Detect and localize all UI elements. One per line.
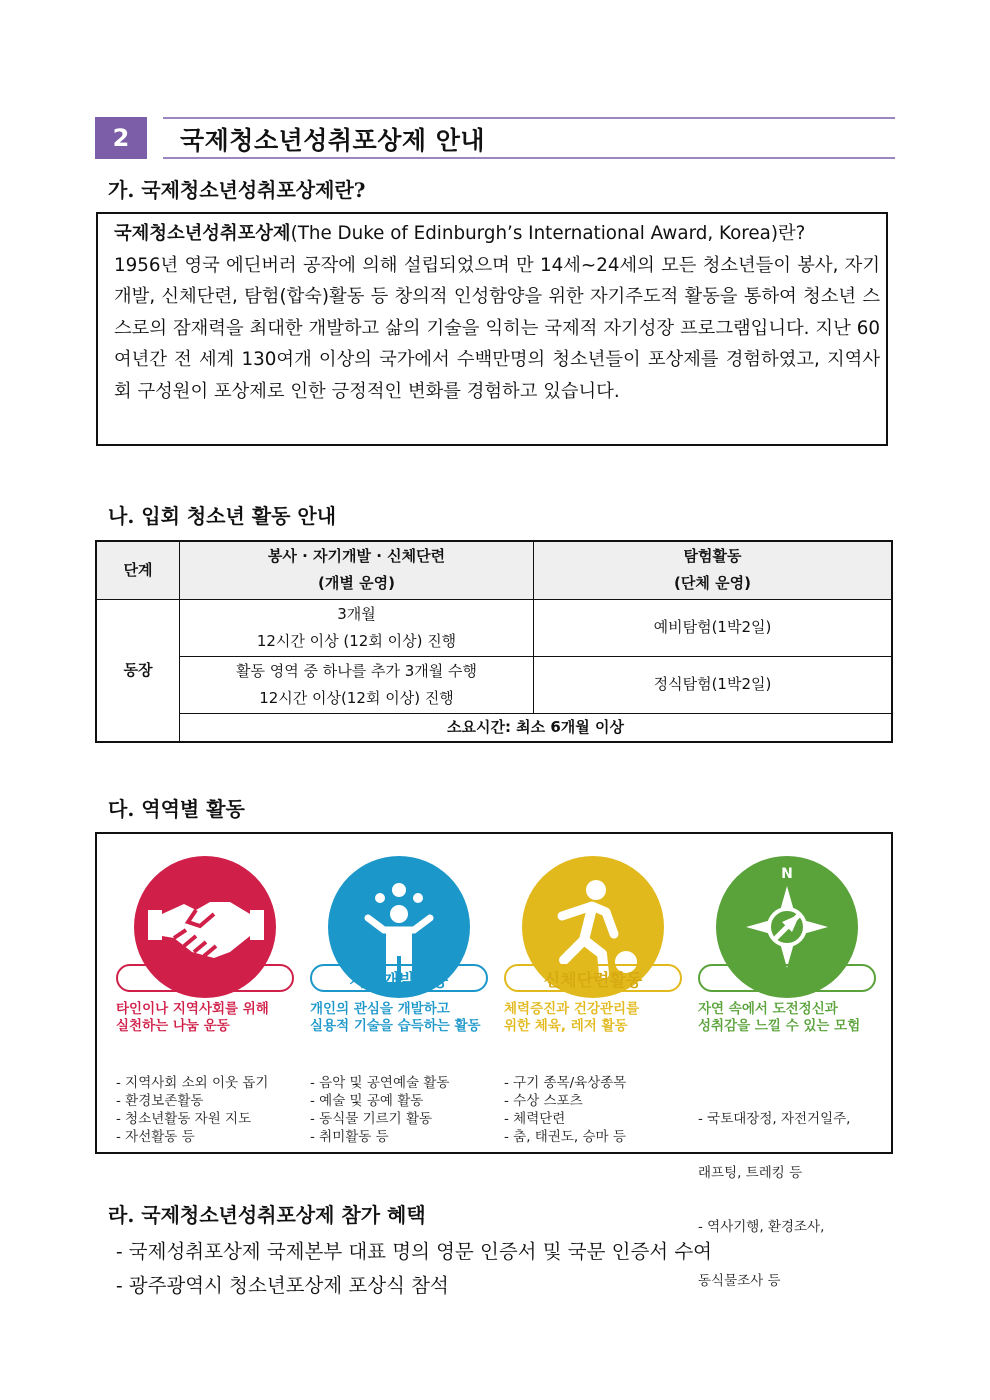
table-heading: 나. 입회 청소년 활동 안내 xyxy=(108,504,337,528)
intro-heading: 가. 국제청소년성취포상제란? xyxy=(108,178,366,202)
row1-activity-line1: 3개월 xyxy=(337,604,376,623)
section-title: 국제청소년성취포상제 안내 xyxy=(180,126,486,155)
row2-activity-cell xyxy=(180,656,534,713)
area-physical-desc2: 위한 체육, 레저 활동 xyxy=(504,1018,628,1034)
col-explore-line2: (단체 운영) xyxy=(674,574,751,593)
area-skills-desc xyxy=(310,1001,481,1035)
intro-body: 1956년 영국 에딘버러 공작에 의해 설립되었으며 만 14세~24세의 모든 청소년들이 봉사, 자기개발, 신체단련, 탐험(합숙)활동 등 창의적 인성함양을 위한 자기주도적 활동을 통하여 청소년 스스로의 잠재력을 최대한 개발하고 삶의 기술을 익히는 국제적 자기성장 프로그램입니다. 지난 60여년간 전 세계 130여개 이상의 국가에서 수백만명의 청소년들이 포상제를 경험하였고, 지역사회 구성원이 포상제로 인한 긍정적인 변화를 경험하고 있습니다. xyxy=(114,254,880,402)
row2-explore-cell: 정식탐험(1박2일) xyxy=(534,656,893,713)
section-number-badge xyxy=(95,117,147,159)
area-skills-label: 자기개발활동 xyxy=(310,964,488,992)
area-physical-bullets xyxy=(504,1074,626,1146)
col-explore-header xyxy=(534,541,893,599)
stage-cell: 동장 xyxy=(96,599,180,742)
list-item: - 체력단련 xyxy=(504,1111,566,1127)
areas-heading: 다. 역역별 활동 xyxy=(108,797,245,821)
list-item: - 음악 및 공연예술 활동 xyxy=(310,1075,450,1091)
area-exploration-desc xyxy=(698,1001,860,1035)
area-physical-desc xyxy=(504,1001,639,1035)
list-item: 동식물조사 등 xyxy=(698,1273,781,1289)
area-service-desc xyxy=(116,1001,269,1035)
col-stage-header: 단계 xyxy=(96,541,180,599)
area-exploration-desc1: 자연 속에서 도전정신과 xyxy=(698,1001,838,1017)
compass-n-label: N xyxy=(781,866,793,882)
list-item: - 동식물 기르기 활동 xyxy=(310,1111,433,1127)
area-exploration-bullets xyxy=(698,1074,850,1308)
area-skills-bullets xyxy=(310,1074,449,1146)
list-item: - 예술 및 공예 활동 xyxy=(310,1093,424,1109)
benefit-item-2: - 광주광역시 청소년포상제 포상식 참석 xyxy=(116,1274,449,1297)
col-activity-line2: (개별 운영) xyxy=(318,574,395,593)
row2-activity-line2: 12시간 이상(12회 이상) 진행 xyxy=(259,688,454,707)
area-physical-label: 신체단련활동 xyxy=(504,964,682,992)
row2-activity-line1: 활동 영역 중 하나를 추가 3개월 수행 xyxy=(235,661,477,680)
benefits-heading: 라. 국제청소년성취포상제 참가 혜택 xyxy=(108,1203,426,1227)
list-item: 래프팅, 트레킹 등 xyxy=(698,1165,803,1181)
list-item: - 지역사회 소외 이웃 돕기 xyxy=(116,1075,269,1091)
list-item: - 역사기행, 환경조사, xyxy=(698,1219,825,1235)
area-exploration-desc2: 성취감을 느낄 수 있는 모험 xyxy=(698,1018,861,1034)
section-number: 2 xyxy=(112,124,130,152)
list-item: - 취미활동 등 xyxy=(310,1129,389,1145)
row1-activity-cell xyxy=(180,599,534,656)
list-item: - 자선활동 등 xyxy=(116,1129,195,1145)
list-item: - 구기 종목/육상종목 xyxy=(504,1075,627,1091)
area-service-desc2: 실천하는 나눔 운동 xyxy=(116,1018,230,1034)
intro-bold-name: 국제청소년성취포상제 xyxy=(114,223,291,244)
list-item: - 수상 스포츠 xyxy=(504,1093,583,1109)
list-item: - 청소년활동 자원 지도 xyxy=(116,1111,252,1127)
list-item: - 환경보존활동 xyxy=(116,1093,204,1109)
benefit-item-1: - 국제성취포상제 국제본부 대표 명의 영문 인증서 및 국문 인증서 수여 xyxy=(116,1240,713,1263)
intro-text xyxy=(114,218,880,408)
area-service-label: 봉사활동 xyxy=(116,964,294,992)
row1-activity-line2: 12시간 이상 (12회 이상) 진행 xyxy=(256,631,457,650)
area-skills-desc2: 실용적 기술을 습득하는 활동 xyxy=(310,1018,481,1034)
area-physical-desc1: 체력증진과 건강관리를 xyxy=(504,1001,640,1017)
required-time-cell: 소요시간: 최소 6개월 이상 xyxy=(180,713,893,742)
list-item: - 국토대장정, 자전거일주, xyxy=(698,1111,851,1127)
list-item: - 춤, 태권도, 승마 등 xyxy=(504,1129,626,1145)
area-exploration-label: 탐험활동 xyxy=(698,964,876,992)
row1-explore-cell: 예비탐험(1박2일) xyxy=(534,599,893,656)
area-service-bullets xyxy=(116,1074,268,1146)
area-service-desc1: 타인이나 지역사회를 위해 xyxy=(116,1001,269,1017)
area-skills-desc1: 개인의 관심을 개발하고 xyxy=(310,1001,450,1017)
activity-table xyxy=(95,540,893,743)
intro-english-name: (The Duke of Edinburgh’s International Award, Korea)란? xyxy=(290,223,806,244)
col-activity-line1: 봉사 · 자기개발 · 신체단련 xyxy=(267,547,446,566)
col-explore-line1: 탐험활동 xyxy=(683,547,742,566)
col-activity-header xyxy=(180,541,534,599)
